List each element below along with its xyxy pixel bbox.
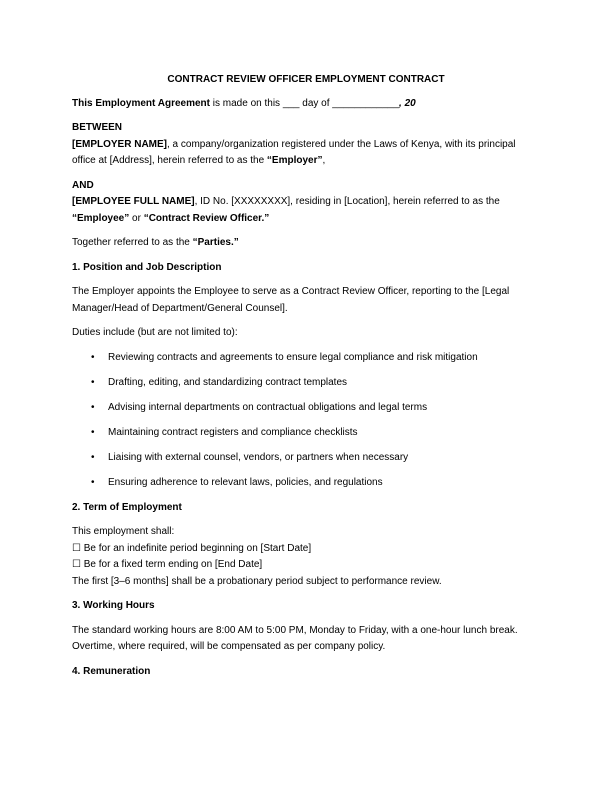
- section-2-heading: 2. Term of Employment: [72, 501, 182, 513]
- parties-text: Together referred to as the: [72, 237, 193, 248]
- list-item: [72, 400, 540, 417]
- bullet-icon: •: [91, 351, 95, 363]
- duty-text: Liaising with external counsel, vendors, or partners when necessary: [108, 451, 409, 463]
- section-1-body: The Employer appoints the Employee to serve as a Contract Review Officer, reporting to the [Legal Manager/Head of Department/General Counsel].: [72, 286, 510, 314]
- document-title: CONTRACT REVIEW OFFICER EMPLOYMENT CONTRACT: [167, 74, 445, 85]
- checkbox-icon[interactable]: ☐: [72, 542, 81, 554]
- agreement-intro: [72, 96, 540, 113]
- parties-alias: “Parties.”: [192, 237, 239, 248]
- term-option-indefinite: Be for an indefinite period beginning on [Start Date]: [80, 542, 312, 554]
- working-hours-block: [72, 623, 540, 656]
- parties-line: [72, 235, 540, 252]
- section-3-heading: 3. Working Hours: [72, 600, 155, 611]
- employee-alias: “Employee”: [72, 212, 130, 224]
- list-item: [72, 425, 540, 442]
- duty-text: Advising internal departments on contractual obligations and legal terms: [108, 401, 428, 413]
- agreement-intro-year: , 20: [399, 97, 416, 109]
- section-4-heading: 4. Remuneration: [72, 665, 151, 677]
- employer-end: ,: [322, 155, 326, 166]
- bullet-icon: •: [91, 376, 95, 388]
- employer-alias: “Employer”: [266, 155, 323, 166]
- duties-intro: Duties include (but are not limited to):: [72, 327, 238, 338]
- agreement-intro-date: is made on this ___ day of ____________: [210, 97, 400, 109]
- employee-block: [72, 178, 540, 228]
- list-item: [72, 350, 540, 367]
- agreement-intro-bold: This Employment Agreement: [72, 97, 210, 109]
- employee-name: [EMPLOYEE FULL NAME]: [72, 196, 195, 207]
- employer-block: [72, 120, 540, 170]
- employee-or: or: [129, 212, 144, 224]
- duty-text: Reviewing contracts and agreements to ensure legal compliance and risk mitigation: [108, 351, 478, 363]
- term-option-fixed: Be for a fixed term ending on [End Date]: [80, 559, 263, 570]
- list-item: [72, 450, 540, 467]
- employer-text: , a company/organization registered under the Laws of Kenya, with its principal office at [Address], herein referred to as the: [72, 138, 516, 166]
- overtime-text: Overtime, where required, will be compensated as per company policy.: [72, 641, 386, 652]
- list-item: [72, 475, 540, 492]
- employee-text: , ID No. [XXXXXXXX], residing in [Location], herein referred to as the: [194, 196, 500, 207]
- and-label: AND: [72, 179, 94, 191]
- duty-text: Drafting, editing, and standardizing contract templates: [108, 376, 348, 388]
- term-block: [72, 524, 540, 590]
- term-intro: This employment shall:: [72, 526, 175, 537]
- contract-officer-alias: “Contract Review Officer.”: [143, 212, 270, 224]
- bullet-icon: •: [91, 426, 95, 438]
- list-item: [72, 375, 540, 392]
- bullet-icon: •: [91, 401, 95, 413]
- bullet-icon: •: [91, 476, 95, 488]
- checkbox-icon[interactable]: ☐: [72, 559, 81, 570]
- duty-text: Maintaining contract registers and compliance checklists: [108, 426, 358, 438]
- working-hours-text: The standard working hours are 8:00 AM to 5:00 PM, Monday to Friday, with a one-hour lunch break.: [72, 624, 518, 636]
- bullet-icon: •: [91, 451, 95, 463]
- between-label: BETWEEN: [72, 122, 122, 133]
- probation-text: The first [3–6 months] shall be a probationary period subject to performance review.: [72, 575, 442, 587]
- employer-name: [EMPLOYER NAME]: [72, 138, 167, 150]
- section-1-heading: 1. Position and Job Description: [72, 261, 222, 273]
- duty-text: Ensuring adherence to relevant laws, policies, and regulations: [108, 476, 383, 488]
- duties-list: [72, 350, 540, 492]
